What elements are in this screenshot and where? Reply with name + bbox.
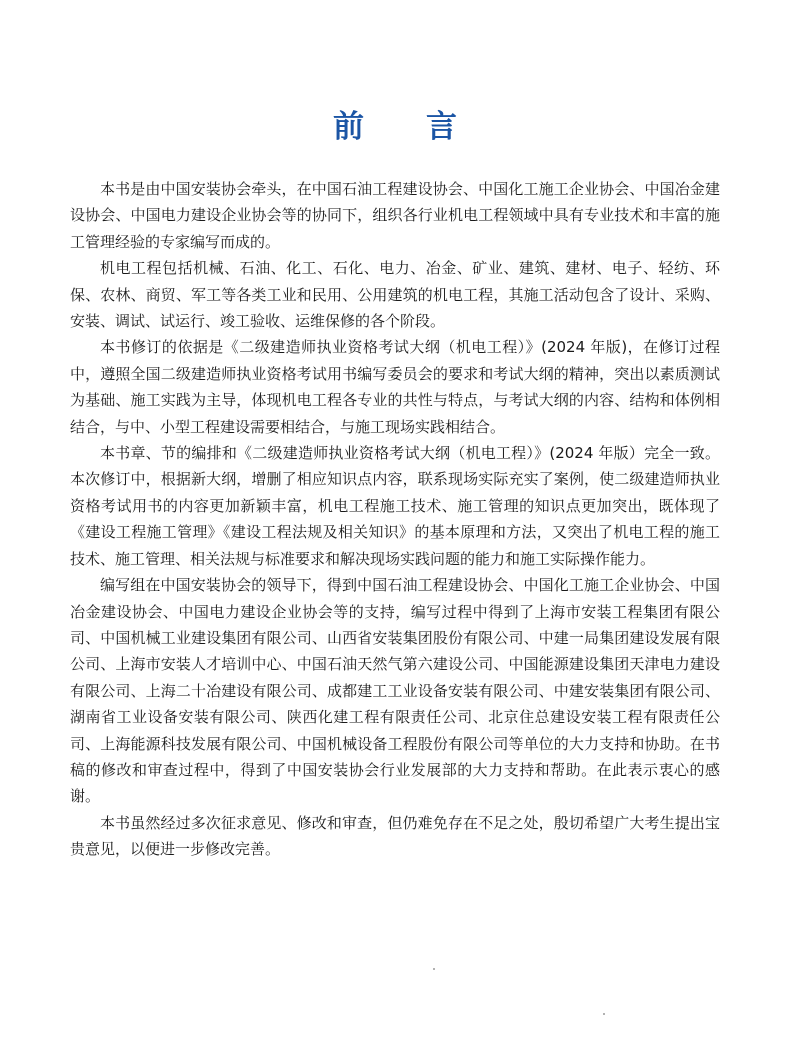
title-char-1: 前 [333, 108, 364, 145]
paragraph-2: 机电工程包括机械、石油、化工、石化、电力、冶金、矿业、建筑、建材、电子、轻纺、环保、农林、商贸、军工等各类工业和民用、公用建筑的机电工程，其施工活动包含了设计、采购、安装、调试、试运行、竣工验收、运维保修的各个阶段。 [70, 259, 720, 331]
scan-speck [433, 968, 435, 970]
title-char-2: 言 [426, 108, 457, 145]
paragraph-4: 本书章、节的编排和《二级建造师执业资格考试大纲（机电工程）》(2024 年版）完全一致。本次修订中，根据新大纲，增删了相应知识点内容，联系现场实际充实了案例，使二级建造师执业资格考试用书的内容更加新颖丰富，机电工程施工技术、施工管理的知识点更加突出，既体现了《建设工程施工管理》《建设工程法规及相关知识》的基本原理和方法，又突出了机电工程的施工技术、施工管理、相关法规与标准要求和解决现场实践问题的能力和施工实际操作能力。 [70, 444, 720, 568]
scan-speck [603, 1013, 605, 1015]
paragraph-6: 本书虽然经过多次征求意见、修改和审查，但仍难免存在不足之处，殷切希望广大考生提出宝贵意见，以便进一步修改完善。 [70, 813, 720, 859]
paragraph-3: 本书修订的依据是《二级建造师执业资格考试大纲（机电工程）》(2024 年版)，在修订过程中，遵照全国二级建造师执业资格考试用书编写委员会的要求和考试大纲的精神，突出以素质测试为基础、施工实践为主导，体现机电工程各专业的共性与特点，与考试大纲的内容、结构和体例相结合，与中、小型工程建设需要相结合，与施工现场实践相结合。 [70, 338, 720, 436]
page-title [0, 105, 790, 149]
preface-body [70, 176, 720, 863]
paragraph-5: 编写组在中国安装协会的领导下，得到中国石油工程建设协会、中国化工施工企业协会、中国冶金建设协会、中国电力建设企业协会等的支持，编写过程中得到了上海市安装工程集团有限公司、中国机械工业建设集团有限公司、山西省安装集团股份有限公司、中建一局集团建设发展有限公司、上海市安装人才培训中心、中国石油天然气第六建设公司、中国能源建设集团天津电力建设有限公司、上海二十冶建设有限公司、成都建工工业设备安装有限公司、中建安装集团有限公司、湖南省工业设备安装有限公司、陕西化建工程有限责任公司、北京住总建设安装工程有限责任公司、上海能源科技发展有限公司、中国机械设备工程股份有限公司等单位的大力支持和协助。在书稿的修改和审查过程中，得到了中国安装协会行业发展部的大力支持和帮助。在此表示衷心的感谢。 [70, 576, 720, 806]
paragraph-1: 本书是由中国安装协会牵头，在中国石油工程建设协会、中国化工施工企业协会、中国冶金建设协会、中国电力建设企业协会等的协同下，组织各行业机电工程领域中具有专业技术和丰富的施工管理经验的专家编写而成的。 [70, 180, 720, 251]
